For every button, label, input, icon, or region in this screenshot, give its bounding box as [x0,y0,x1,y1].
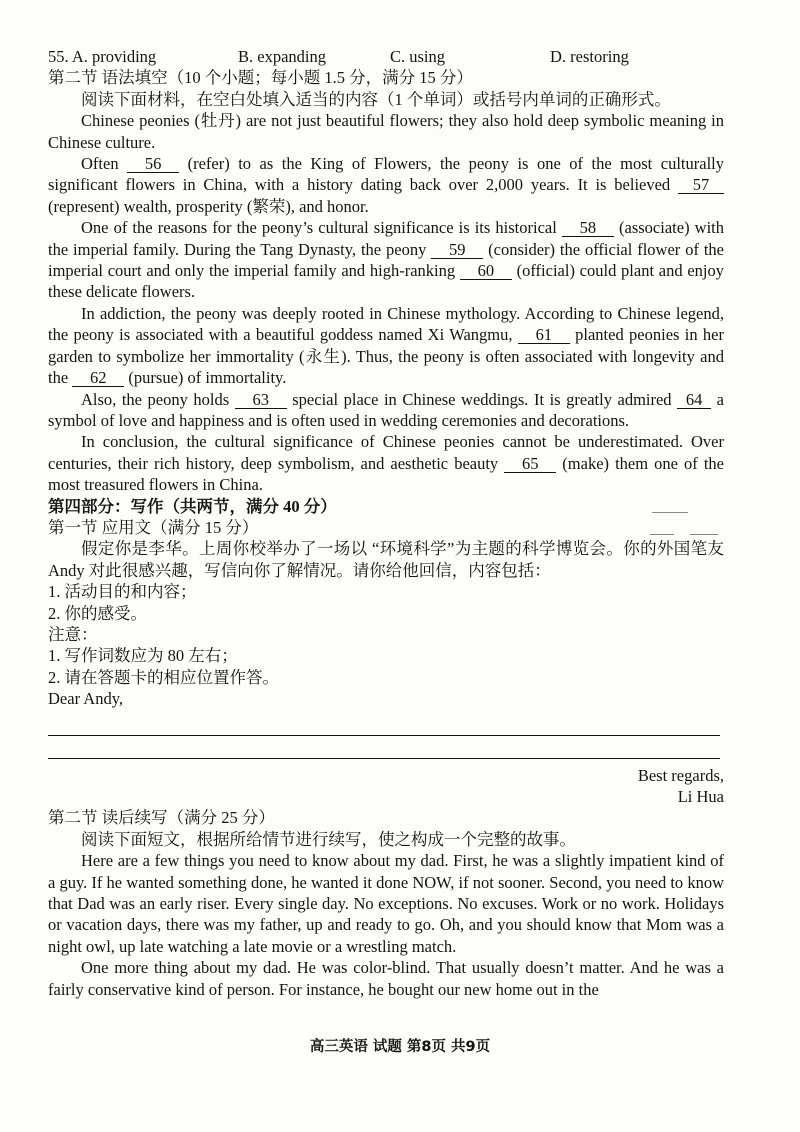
story-paragraph-2: One more thing about my dad. He was color-blind. That usually doesn’t matter. And he was a fairly conservative kind of person. For instance, he bought our new home out in the [48,958,724,999]
section-1-title: 第一节 应用文（满分 15 分） [48,517,259,537]
section-2b-instructions: 阅读下面短文，根据所给情节进行续写，使之构成一个完整的故事。 [81,829,576,849]
blank-59[interactable]: 59 [431,241,483,259]
scan-mark-2 [650,534,674,535]
blank-65[interactable]: 65 [504,455,556,473]
option-c: C. using [390,47,446,66]
requirement-1: 1. 活动目的和内容； [48,582,197,602]
paragraph-2: Often 56 (refer) to as the King of Flowers, the peony is one of the most culturally significant flowers in China, with a history dating back over 2,000 years. It is believed 57 (represent) wealth, prosperity (繁荣), and honor. [48,154,724,216]
section-2b-title: 第二节 读后续写（满分 25 分） [48,808,275,828]
scan-mark-1 [652,512,688,513]
blank-64[interactable]: 64 [677,391,711,409]
option-d: D. restoring [550,47,629,66]
blank-56[interactable]: 56 [127,155,179,173]
section-2-title: 第二节 语法填空（10 个小题；每小题 1.5 分，满分 15 分） [48,68,473,88]
blank-57[interactable]: 57 [678,176,724,194]
paragraph-1: Chinese peonies (牡丹) are not just beautiful flowers; they also hold deep symbolic meaning in Chinese culture. [48,111,724,152]
option-b: B. expanding [238,47,326,66]
section-2-instructions: 阅读下面材料，在空白处填入适当的内容（1 个单词）或括号内单词的正确形式。 [81,89,671,109]
paragraph-3: One of the reasons for the peony’s cultural significance is its historical 58 (associate) with the imperial family. During the Tang Dynasty, the peony 59 (consider) the official flower of the imperial court and only the imperial family and high-ranking 60 (official) could plant and enjoy these delicate flowers. [48,218,725,302]
page-footer: 高三英语 试题 第8页 共9页 [309,1039,491,1055]
paragraph-5: Also, the peony holds 63 special place in Chinese weddings. It is greatly admired 64 a symbol of love and happiness and is often used in wedding ceremonies and decorations. [48,389,724,430]
note-1: 1. 写作词数应为 80 左右； [48,646,238,666]
blank-61[interactable]: 61 [518,326,570,344]
letter-closing: Best regards, [637,765,724,785]
letter-signature: Li Hua [677,787,724,806]
scan-mark-3 [690,534,718,535]
paragraph-4: In addiction, the peony was deeply rooted in Chinese mythology. According to Chinese legend, the peony is associated with a beautiful goddess named Xi Wangmu, 61 planted peonies in her garden to symbolize her immortality (永生). Thus, the peony is often associated with longevity and the 62 (pursue) of immortality. [48,303,725,388]
requirement-2: 2. 你的感受。 [48,603,147,623]
letter-greeting: Dear Andy, [48,689,123,709]
exam-page [48,46,724,1000]
blank-60[interactable]: 60 [460,262,512,280]
blank-63[interactable]: 63 [235,391,287,409]
section-1-prompt: 假定你是李华。上周你校举办了一场以 “环境科学”为主题的科学博览会。你的外国笔友 Andy 对此很感兴趣，写信向你了解情况。请你给他回信，内容包括： [48,539,724,580]
paragraph-6: In conclusion, the cultural significance of Chinese peonies cannot be underestimated. Over centuries, their rich history, deep symbolism, and aesthetic beauty 65 (make) them one of the most treasured flowers in China. [48,432,724,495]
blank-58[interactable]: 58 [562,219,614,237]
answer-line-1[interactable] [48,735,720,736]
option-a: 55. A. providing [48,47,157,66]
note-2: 2. 请在答题卡的相应位置作答。 [48,667,279,687]
note-heading: 注意： [48,624,98,644]
story-paragraph-1: Here are a few things you need to know about my dad. First, he was a slightly impatient kind of a guy. If he wanted something done, he wanted it done NOW, if not sooner. Second, you need to know that Dad was an early riser. Every single day. No exceptions. No excuses. Work or no work. Holidays or vacation days, there was my father, up and ready to go. Oh, and you should know that Mom was a night owl, up late watching a late movie or a wrestling match. [48,851,724,956]
blank-62[interactable]: 62 [72,369,124,387]
part-4-title: 第四部分：写作（共两节，满分 40 分） [48,496,337,516]
question-55-options [48,46,724,67]
